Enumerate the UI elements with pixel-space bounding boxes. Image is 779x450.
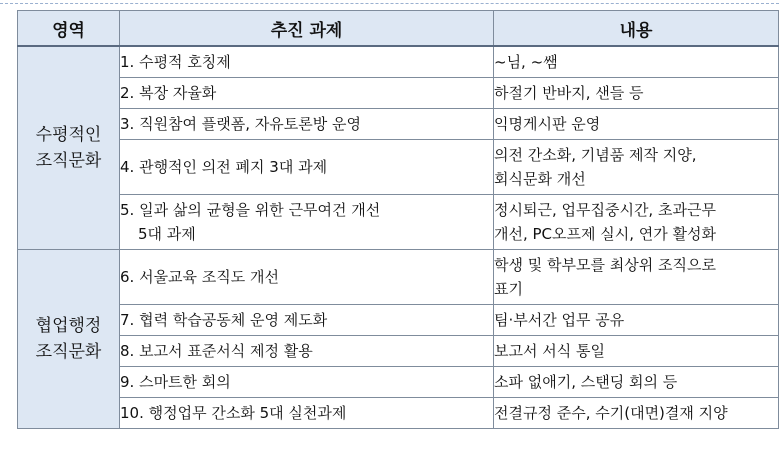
task-cell: 4. 관행적인 의전 폐지 3대 과제	[120, 140, 494, 195]
content-line: 개선, PC오프제 실시, 연가 활성화	[494, 225, 717, 243]
task-cell: 7. 협력 학습공동체 운영 제도화	[120, 305, 494, 336]
policy-table	[17, 10, 779, 429]
content-cell: 보고서 서식 통일	[494, 336, 779, 367]
area-label: 협업행정	[35, 316, 102, 336]
content-line: 회식문화 개선	[494, 170, 586, 188]
content-cell: 전결규정 준수, 수기(대면)결재 지양	[494, 398, 779, 429]
table-row	[18, 398, 779, 429]
content-cell: 소파 없애기, 스탠딩 회의 등	[494, 367, 779, 398]
task-cell: 10. 행정업무 간소화 5대 실천과제	[120, 398, 494, 429]
task-cell: 6. 서울교육 조직도 개선	[120, 250, 494, 305]
content-cell	[494, 195, 779, 250]
content-line: 정시퇴근, 업무집중시간, 초과근무	[494, 201, 716, 219]
content-line: 표기	[494, 280, 523, 298]
content-line: 학생 및 학부모를 최상위 조직으로	[494, 256, 716, 274]
content-cell: 팀·부서간 업무 공유	[494, 305, 779, 336]
table-row	[18, 78, 779, 109]
task-cell: 2. 복장 자율화	[120, 78, 494, 109]
area-cell-horizontal	[18, 46, 120, 250]
task-cell: 8. 보고서 표준서식 제정 활용	[120, 336, 494, 367]
table-row	[18, 336, 779, 367]
table-header-row	[18, 11, 779, 47]
area-label: 수평적인	[35, 125, 102, 145]
content-cell: ~님, ~쌤	[494, 46, 779, 78]
page-top-border	[0, 3, 779, 4]
header-area: 영역	[18, 11, 120, 47]
table-row	[18, 305, 779, 336]
area-cell-collaborative	[18, 250, 120, 429]
task-cell: 3. 직원참여 플랫폼, 자유토론방 운영	[120, 109, 494, 140]
table-row	[18, 367, 779, 398]
task-cell: 9. 스마트한 회의	[120, 367, 494, 398]
area-label: 조직문화	[35, 342, 102, 362]
area-label: 조직문화	[35, 151, 102, 171]
table-row	[18, 250, 779, 305]
task-line: 5. 일과 삶의 균형을 위한 근무여건 개선	[120, 201, 381, 219]
table-row	[18, 140, 779, 195]
header-task: 추진 과제	[120, 11, 494, 47]
content-cell: 익명게시판 운영	[494, 109, 779, 140]
task-cell: 1. 수평적 호칭제	[120, 46, 494, 78]
table-row	[18, 195, 779, 250]
task-line: 5대 과제	[138, 225, 196, 243]
table-row	[18, 109, 779, 140]
content-cell	[494, 140, 779, 195]
content-cell: 하절기 반바지, 샌들 등	[494, 78, 779, 109]
content-line: 의전 간소화, 기념품 제작 지양,	[494, 146, 697, 164]
table-row	[18, 46, 779, 78]
task-cell	[120, 195, 494, 250]
header-content: 내용	[494, 11, 779, 47]
content-cell	[494, 250, 779, 305]
